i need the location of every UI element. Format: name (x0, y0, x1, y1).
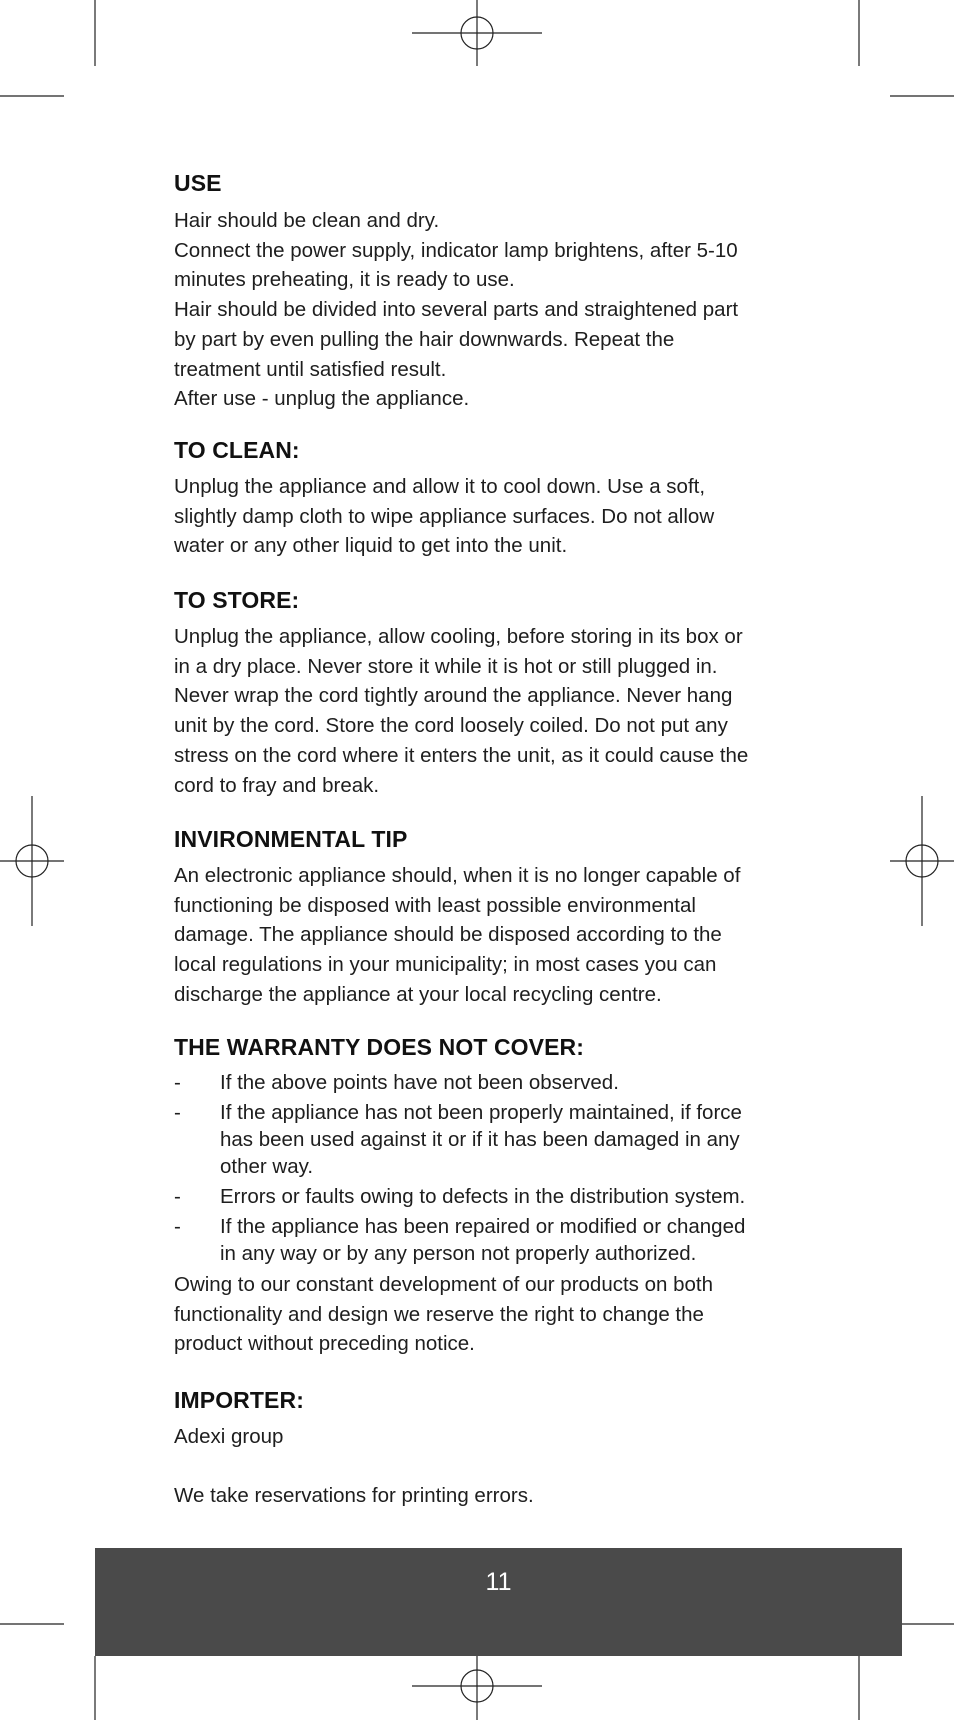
list-bullet: - (174, 1101, 181, 1124)
list-item (174, 1183, 745, 1210)
list-item-text: If the above points have not been observed. (220, 1071, 619, 1094)
store-section (174, 585, 748, 800)
list-item (174, 1213, 745, 1267)
list-item (174, 1099, 745, 1180)
importer-section (174, 1385, 534, 1511)
list-item-text: If the appliance has been repaired or modified or changed in any way or by any person not properly authorized. (220, 1215, 746, 1265)
clean-section (174, 435, 714, 561)
use-heading: USE (174, 170, 222, 196)
environmental-tip-heading: INVIRONMENTAL TIP (174, 826, 408, 852)
environmental-tip-text: An electronic appliance should, when it is no longer capable of functioning be disposed with least possible environmental damage. The appliance should be disposed according to the local regulations in your municipality; in most cases you can discharge the appliance at your local recycling centre. (174, 864, 741, 1006)
footer-band (95, 1548, 902, 1656)
list-item-text: Errors or faults owing to defects in the distribution system. (220, 1185, 746, 1208)
clean-heading: TO CLEAN: (174, 437, 300, 463)
list-bullet: - (174, 1215, 181, 1238)
warranty-section (174, 1032, 745, 1359)
list-item-text: If the appliance has not been properly maintained, if force has been used against it or if it has been damaged in any other way. (220, 1101, 742, 1178)
importer-heading: IMPORTER: (174, 1387, 304, 1413)
page-number: 11 (485, 1568, 512, 1596)
use-section (174, 168, 738, 414)
list-item (174, 1069, 745, 1096)
store-heading: TO STORE: (174, 587, 300, 613)
warranty-heading: THE WARRANTY DOES NOT COVER: (174, 1034, 585, 1060)
product-change-notice: Owing to our constant development of our products on both functionality and design we reserve the right to change the product without preceding notice. (174, 1273, 714, 1356)
list-bullet: - (174, 1185, 181, 1208)
use-instructions: Hair should be clean and dry. Connect the power supply, indicator lamp brightens, after 5-10 minutes preheating, it is ready to use. Hair should be divided into several parts and straightened part by part by even pulling the hair downwards. Repeat the treatment until satisfied result. After use - unplug the appliance. (174, 209, 739, 411)
store-instructions: Unplug the appliance, allow cooling, before storing in its box or in a dry place. Never store it while it is hot or still plugged in. Never wrap the cord tightly around the appliance. Never hang unit by the cord. Store the cord loosely coiled. Do not put any stress on the cord where it enters the unit, as it could cause the cord to fray and break. (174, 625, 749, 797)
warranty-exclusions-list (174, 1069, 745, 1267)
environmental-tip-section (174, 824, 740, 1010)
list-bullet: - (174, 1071, 181, 1094)
clean-instructions: Unplug the appliance and allow it to cool down. Use a soft, slightly damp cloth to wipe appliance surfaces. Do not allow water or any other liquid to get into the unit. (174, 475, 715, 558)
printing-errors-note: We take reservations for printing errors. (174, 1484, 534, 1508)
importer-name: Adexi group (174, 1425, 284, 1448)
